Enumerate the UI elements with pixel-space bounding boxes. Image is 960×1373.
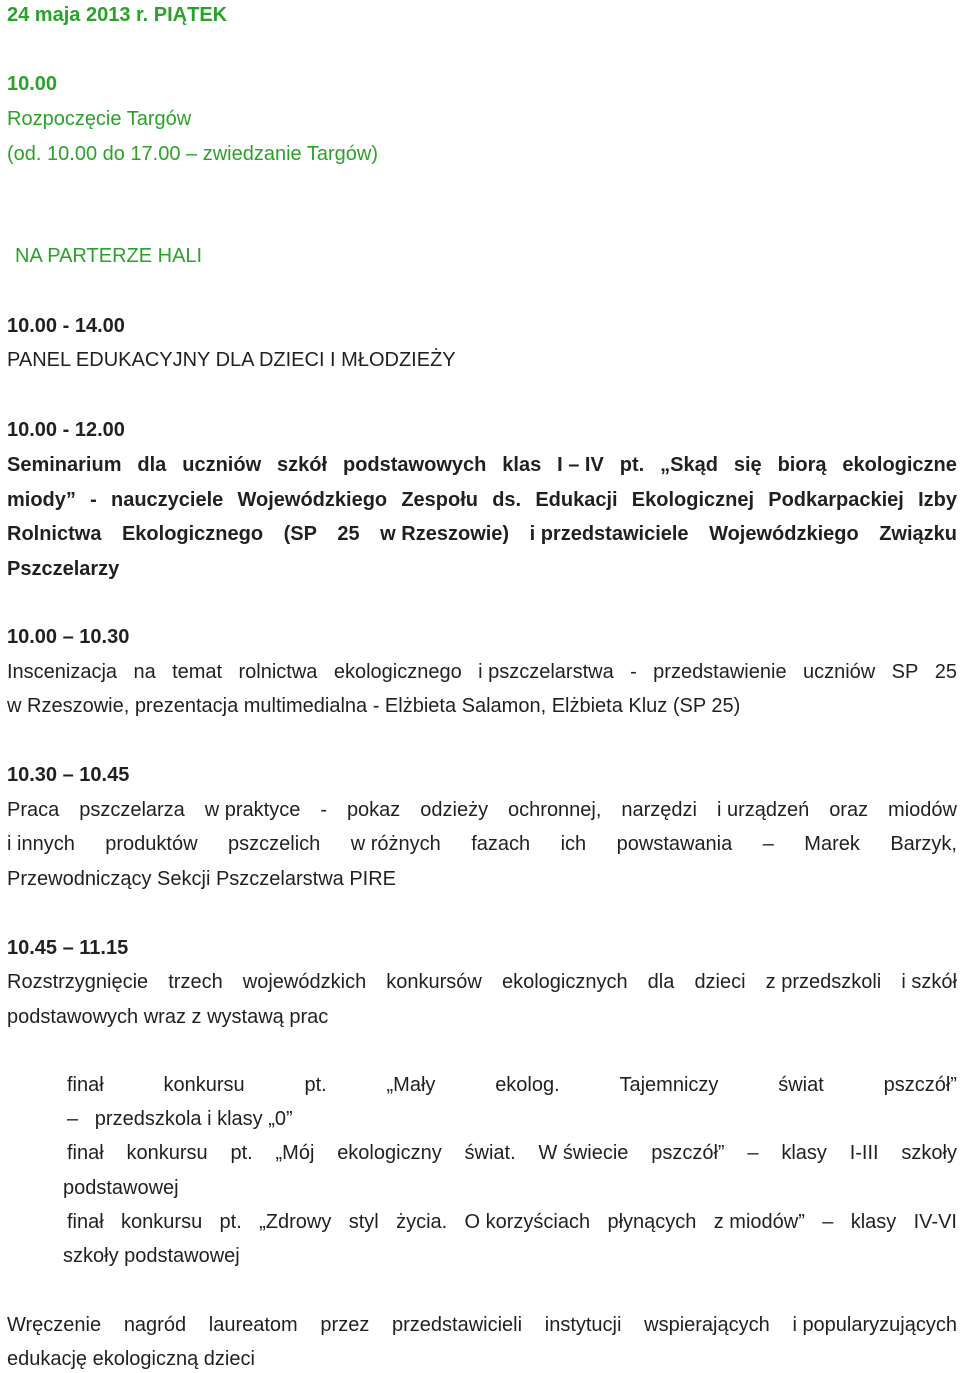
word: i szkół [901, 971, 957, 993]
word: oraz [829, 799, 869, 821]
seminar-line-3 [7, 521, 957, 547]
word: szkół [277, 454, 328, 476]
awards-line-1 [7, 1312, 957, 1338]
word: i pszczelarstwa [478, 661, 614, 683]
word: Rolnictwa [7, 523, 102, 545]
word: na [133, 661, 156, 683]
word: szkoły [901, 1142, 957, 1164]
word: konkursu [126, 1142, 208, 1164]
word: konkursu [121, 1211, 203, 1233]
word: wspierających [644, 1314, 770, 1336]
opening-note: (od. 10.00 do 17.00 – zwiedzanie Targów) [7, 143, 378, 165]
panel-time: 10.00 - 14.00 [7, 315, 125, 337]
final-3-line-2: szkoły podstawowej [63, 1245, 240, 1267]
performance-line-1 [7, 659, 957, 685]
word: SP [891, 661, 919, 683]
word: pt. [230, 1142, 253, 1164]
word: finał [67, 1074, 104, 1096]
word: Seminarium [7, 454, 122, 476]
beekeeper-line-2 [7, 831, 957, 857]
word: dla [137, 454, 167, 476]
word: miody” [7, 489, 76, 511]
final-2-line-2: podstawowej [63, 1177, 179, 1199]
word: styl [348, 1211, 379, 1233]
word: – [762, 833, 774, 855]
word: trzech [168, 971, 223, 993]
word: i popularyzujących [792, 1314, 957, 1336]
word: odzieży [420, 799, 489, 821]
word: ekologicznych [501, 971, 628, 993]
word: IV-VI [913, 1211, 957, 1233]
performance-time: 10.00 – 10.30 [7, 626, 130, 648]
word: 25 [337, 523, 360, 545]
word: w praktyce [204, 799, 301, 821]
word: Izby [918, 489, 957, 511]
word: ekologicznego [333, 661, 462, 683]
awards-line-2: edukację ekologiczną dzieci [7, 1348, 255, 1370]
word: klasy [850, 1211, 897, 1233]
seminar-line-4: Pszczelarzy [7, 558, 120, 580]
word: konkursów [386, 971, 482, 993]
word: Podkarpackiej [768, 489, 904, 511]
final-3-line-1 [67, 1209, 957, 1235]
word: się [733, 454, 762, 476]
word: Tajemniczy [619, 1074, 719, 1096]
word: „Skąd [660, 454, 718, 476]
word: ochronnej, [508, 799, 602, 821]
word: świat [778, 1074, 824, 1096]
word: konkursu [163, 1074, 245, 1096]
word: świat. [464, 1142, 516, 1164]
word: „Mój [275, 1142, 315, 1164]
word: - [320, 799, 327, 821]
word: i innych [7, 833, 75, 855]
word: życia. [396, 1211, 448, 1233]
opening-time: 10.00 [7, 73, 58, 95]
word: i urządzeń [716, 799, 810, 821]
final-1-line-1 [67, 1072, 957, 1098]
word: laureatom [208, 1314, 298, 1336]
word: klasy [781, 1142, 827, 1164]
word: I – IV [557, 454, 604, 476]
word: O korzyściach [464, 1211, 591, 1233]
word: przedstawicieli [392, 1314, 523, 1336]
word: Ekologicznego [121, 523, 264, 545]
word: pt. [219, 1211, 242, 1233]
beekeeper-line-3: Przewodniczący Sekcji Pszczelarstwa PIRE [7, 868, 397, 890]
word: Wręczenie [7, 1314, 102, 1336]
word: temat [172, 661, 223, 683]
word: wojewódzkich [242, 971, 367, 993]
word: i przedstawiciele [529, 523, 689, 545]
word: Wojewódzkiego [237, 489, 388, 511]
word: Barzyk, [890, 833, 957, 855]
word: – [822, 1211, 834, 1233]
word: ds. [492, 489, 522, 511]
seminar-line-2 [7, 487, 957, 513]
word: Ekologicznej [631, 489, 755, 511]
word: fazach [471, 833, 531, 855]
word: pszczelarza [79, 799, 185, 821]
seminar-time: 10.00 - 12.00 [7, 419, 125, 441]
word: przedstawienie [653, 661, 787, 683]
word: – [747, 1142, 759, 1164]
opening-title: Rozpoczęcie Targów [7, 108, 192, 130]
word: nagród [123, 1314, 187, 1336]
word: Marek [804, 833, 860, 855]
word: powstawania [616, 833, 733, 855]
word: pt. [619, 454, 645, 476]
word: rolnictwa [238, 661, 318, 683]
word: ekologiczne [842, 454, 957, 476]
word: - [90, 489, 97, 511]
contest-line-2: podstawowych wraz z wystawą prac [7, 1006, 329, 1028]
word: Związku [879, 523, 957, 545]
word: nauczyciele [110, 489, 224, 511]
contest-line-1 [7, 969, 957, 995]
performance-line-2: w Rzeszowie, prezentacja multimedialna - Elżbieta Salamon, Elżbieta Kluz (SP 25) [7, 695, 741, 717]
word: instytucji [544, 1314, 622, 1336]
date-heading: 24 maja 2013 r. PIĄTEK [7, 4, 228, 26]
word: pt. [304, 1074, 327, 1096]
seminar-line-1 [7, 452, 957, 478]
word: (SP [283, 523, 317, 545]
word: uczniów [802, 661, 876, 683]
word: ekologiczny [337, 1142, 442, 1164]
word: - [630, 661, 637, 683]
word: ich [560, 833, 587, 855]
word: Rozstrzygnięcie [7, 971, 149, 993]
word: w Rzeszowie) [380, 523, 510, 545]
word: „Mały [386, 1074, 436, 1096]
contest-time: 10.45 – 11.15 [7, 937, 129, 959]
word: Wojewódzkiego [709, 523, 859, 545]
word: ekolog. [495, 1074, 560, 1096]
panel-title: PANEL EDUKACYJNY DLA DZIECI I MŁODZIEŻY [7, 349, 456, 371]
word: pszczół” [883, 1074, 957, 1096]
beekeeper-line-1 [7, 797, 957, 823]
word: finał [67, 1211, 104, 1233]
word: uczniów [182, 454, 262, 476]
final-2-line-1 [67, 1140, 957, 1166]
word: finał [67, 1142, 104, 1164]
word: „Zdrowy [259, 1211, 332, 1233]
word: pszczół” [651, 1142, 725, 1164]
word: przez [320, 1314, 370, 1336]
word: 25 [934, 661, 957, 683]
word: Inscenizacja [7, 661, 118, 683]
word: Zespołu [401, 489, 478, 511]
word: w różnych [350, 833, 441, 855]
word: z przedszkoli [765, 971, 882, 993]
word: Edukacji [535, 489, 618, 511]
word: narzędzi [621, 799, 697, 821]
word: pszczelich [228, 833, 321, 855]
word: produktów [105, 833, 198, 855]
word: płynących [607, 1211, 697, 1233]
word: pokaz [346, 799, 401, 821]
word: podstawowych [343, 454, 487, 476]
word: z miodów” [713, 1211, 805, 1233]
word: klas [502, 454, 542, 476]
word: I-III [849, 1142, 879, 1164]
final-1-line-2: – przedszkola i klasy „0” [67, 1108, 293, 1130]
word: biorą [777, 454, 827, 476]
word: W świecie [538, 1142, 629, 1164]
word: Praca [7, 799, 60, 821]
beekeeper-time: 10.30 – 10.45 [7, 764, 130, 786]
word: dzieci [694, 971, 746, 993]
word: miodów [888, 799, 957, 821]
word: dla [647, 971, 675, 993]
location-heading: NA PARTERZE HALI [15, 245, 203, 267]
